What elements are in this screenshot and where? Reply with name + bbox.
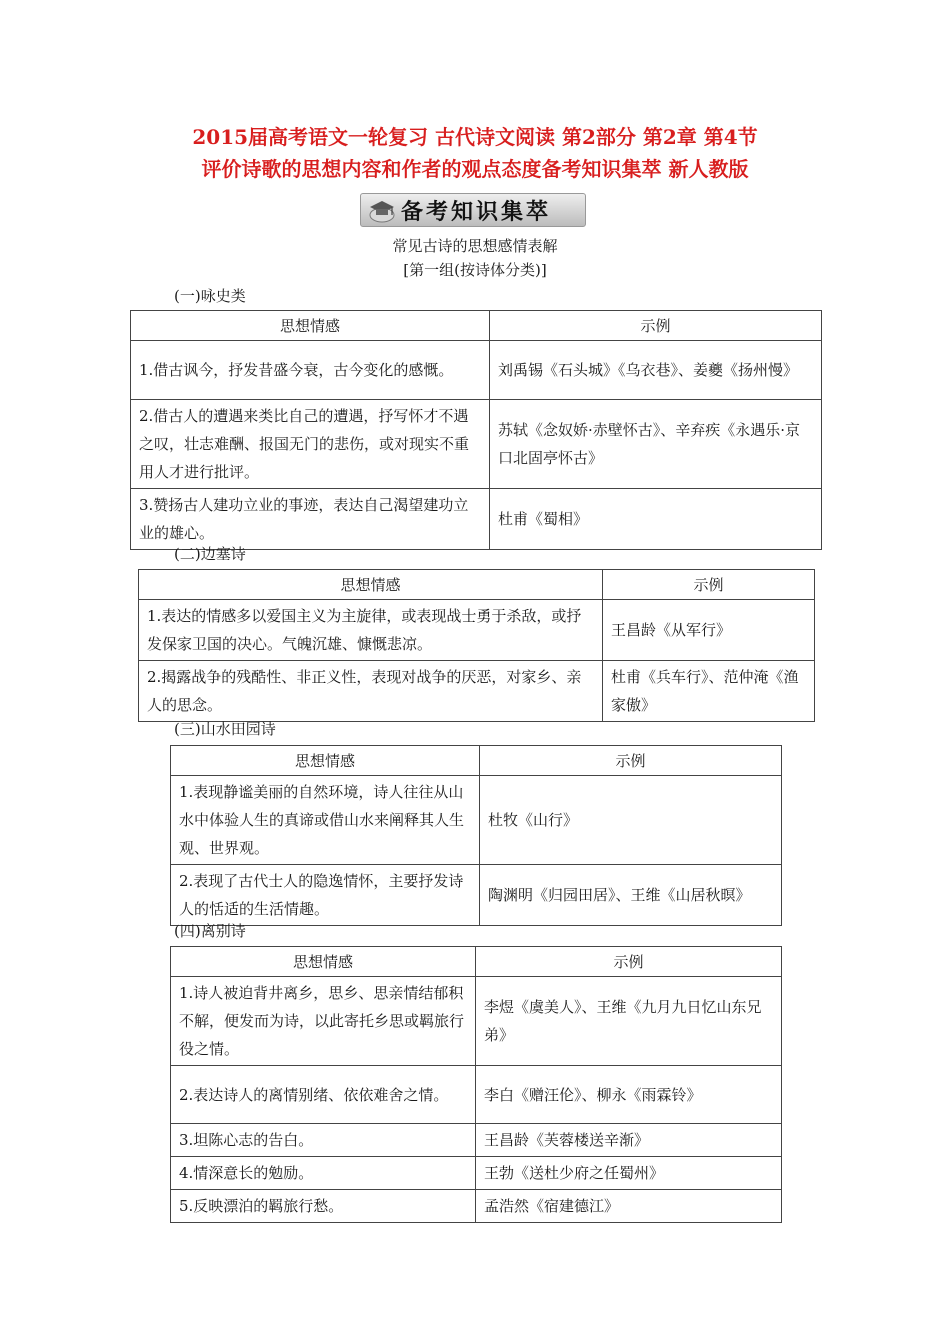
table-row [171,776,782,865]
group-label: [第一组(按诗体分类)] [403,261,547,279]
feelings-table [138,569,815,722]
table-row [171,1066,782,1124]
feelings-table [170,946,782,1223]
table-row [131,400,822,489]
document-title-line-2: 评价诗歌的思想内容和作者的观点态度备考知识集萃 新人教版 [201,157,749,181]
feeling-cell: 4.情深意长的勉励。 [171,1157,476,1190]
feeling-cell: 2.表达诗人的离情别绪、依依难舍之情。 [171,1066,476,1124]
table-row [171,1157,782,1190]
example-cell: 王勃《送杜少府之任蜀州》 [476,1157,782,1190]
example-cell: 李白《赠汪伦》、柳永《雨霖铃》 [476,1066,782,1124]
table-row [171,1190,782,1223]
table-row [171,1124,782,1157]
example-cell: 苏轼《念奴娇·赤壁怀古》、辛弃疾《永遇乐·京口北固亭怀古》 [490,400,822,489]
section-label: (三)山水田园诗 [174,720,276,738]
feeling-cell: 2.揭露战争的残酷性、非正义性，表现对战争的厌恶，对家乡、亲人的思念。 [139,661,603,722]
feeling-cell: 1.表达的情感多以爱国主义为主旋律，或表现战士勇于杀敌，或抒发保家卫国的决心。气魄沉雄、慷慨悲凉。 [139,600,603,661]
table-row [131,341,822,400]
column-header-example: 示例 [603,570,815,600]
banner-label: 备考知识集萃 [401,199,552,225]
column-header-example: 示例 [490,311,822,341]
section-label: (四)离别诗 [174,922,246,940]
column-header-feeling: 思想情感 [131,311,490,341]
example-cell: 李煜《虞美人》、王维《九月九日忆山东兄弟》 [476,977,782,1066]
feelings-table [130,310,822,550]
section-label: (二)边塞诗 [174,545,246,563]
table-row [139,600,815,661]
example-cell: 杜牧《山行》 [480,776,782,865]
section-banner [360,193,586,227]
column-header-example: 示例 [480,746,782,776]
graduation-cap-icon [367,196,397,224]
column-header-feeling: 思想情感 [139,570,603,600]
table-row [171,865,782,926]
feeling-cell: 1.诗人被迫背井离乡，思乡、思亲情结郁积不解，便发而为诗，以此寄托乡思或羁旅行役之情。 [171,977,476,1066]
example-cell: 杜甫《兵车行》、范仲淹《渔家傲》 [603,661,815,722]
table-row [171,977,782,1066]
feeling-cell: 2.借古人的遭遇来类比自己的遭遇，抒写怀才不遇之叹，壮志难酬、报国无门的悲伤，或对现实不重用人才进行批评。 [131,400,490,489]
table-caption: 常见古诗的思想感情表解 [392,237,558,255]
feeling-cell: 1.表现静谧美丽的自然环境，诗人往往从山水中体验人生的真谛或借山水来阐释其人生观、世界观。 [171,776,480,865]
feeling-cell: 3.坦陈心志的告白。 [171,1124,476,1157]
example-cell: 王昌龄《芙蓉楼送辛渐》 [476,1124,782,1157]
section-label: (一)咏史类 [174,287,246,305]
example-cell: 刘禹锡《石头城》《乌衣巷》、姜夔《扬州慢》 [490,341,822,400]
feeling-cell: 2.表现了古代士人的隐逸情怀，主要抒发诗人的恬适的生活情趣。 [171,865,480,926]
column-header-feeling: 思想情感 [171,947,476,977]
table-row [139,661,815,722]
feelings-table [170,745,782,926]
feeling-cell: 1.借古讽今，抒发昔盛今衰，古今变化的感慨。 [131,341,490,400]
feeling-cell: 5.反映漂泊的羁旅行愁。 [171,1190,476,1223]
example-cell: 杜甫《蜀相》 [490,489,822,550]
example-cell: 孟浩然《宿建德江》 [476,1190,782,1223]
column-header-feeling: 思想情感 [171,746,480,776]
document-title-line-1: 2015届高考语文一轮复习 古代诗文阅读 第2部分 第2章 第4节 [192,125,758,149]
column-header-example: 示例 [476,947,782,977]
table-row [131,489,822,550]
example-cell: 陶渊明《归园田居》、王维《山居秋暝》 [480,865,782,926]
example-cell: 王昌龄《从军行》 [603,600,815,661]
feeling-cell: 3.赞扬古人建功立业的事迹，表达自己渴望建功立业的雄心。 [131,489,490,550]
